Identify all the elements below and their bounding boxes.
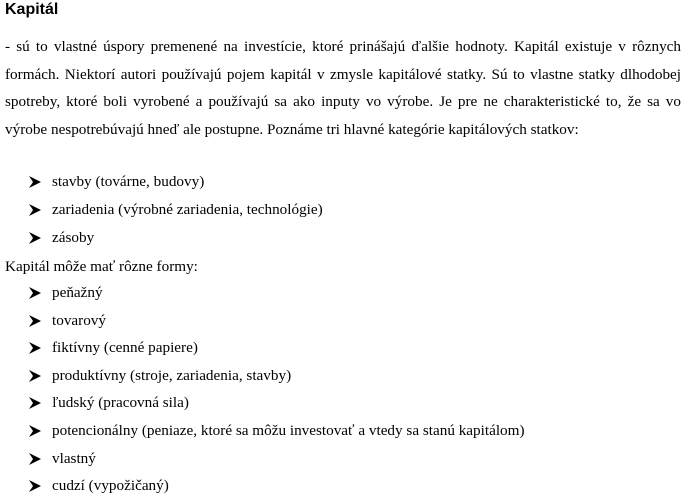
form-item-label: cudzí (vypožičaný) xyxy=(52,477,169,495)
form-item-label: produktívny (stroje, zariadenia, stavby) xyxy=(52,366,292,384)
arrowhead-bullet-icon xyxy=(28,203,42,217)
category-item-label: zásoby xyxy=(52,228,95,246)
page-title: Kapitál xyxy=(5,1,59,18)
intro-paragraph: - sú to vlastné úspory premenené na investície, ktoré prinášajú ďalšie hodnoty. Kapitál existuje v rôznych formách. Niektorí autori používajú pojem kapitál v zmysle kapitálové statky. Sú to vlastne statky dlhodobej spotreby, ktoré boli vyrobené a používajú sa ako inputy vo výrobe. Je pre ne charakteristické to, že sa vo výrobe nespotrebúvajú hneď ale postupne. Poznáme tri hlavné kategórie kapitálových statkov: xyxy=(5,38,681,138)
form-item-label: potencionálny (peniaze, ktoré sa môžu investovať a vtedy sa stanú kapitálom) xyxy=(52,422,525,439)
form-item-label: tovarový xyxy=(52,311,106,329)
arrowhead-bullet-icon xyxy=(28,424,42,438)
forms-heading: Kapitál môže mať rôzne formy: xyxy=(5,258,198,275)
arrowhead-bullet-icon xyxy=(28,341,42,355)
arrowhead-bullet-icon xyxy=(28,314,42,328)
form-item-label: fiktívny (cenné papiere) xyxy=(52,339,198,357)
arrowhead-bullet-icon xyxy=(28,286,42,300)
arrowhead-bullet-icon xyxy=(28,396,42,410)
arrowhead-bullet-icon xyxy=(28,452,42,466)
arrowhead-bullet-icon xyxy=(28,175,42,189)
category-item-label: stavby (továrne, budovy) xyxy=(52,173,205,190)
arrowhead-bullet-icon xyxy=(28,231,42,245)
form-item-label: vlastný xyxy=(52,449,96,467)
arrowhead-bullet-icon xyxy=(28,479,42,493)
arrowhead-bullet-icon xyxy=(28,369,42,383)
category-item-label: zariadenia (výrobné zariadenia, technológie) xyxy=(52,200,323,218)
form-item-label: ľudský (pracovná sila) xyxy=(52,394,189,412)
form-item-label: peňažný xyxy=(52,284,103,301)
